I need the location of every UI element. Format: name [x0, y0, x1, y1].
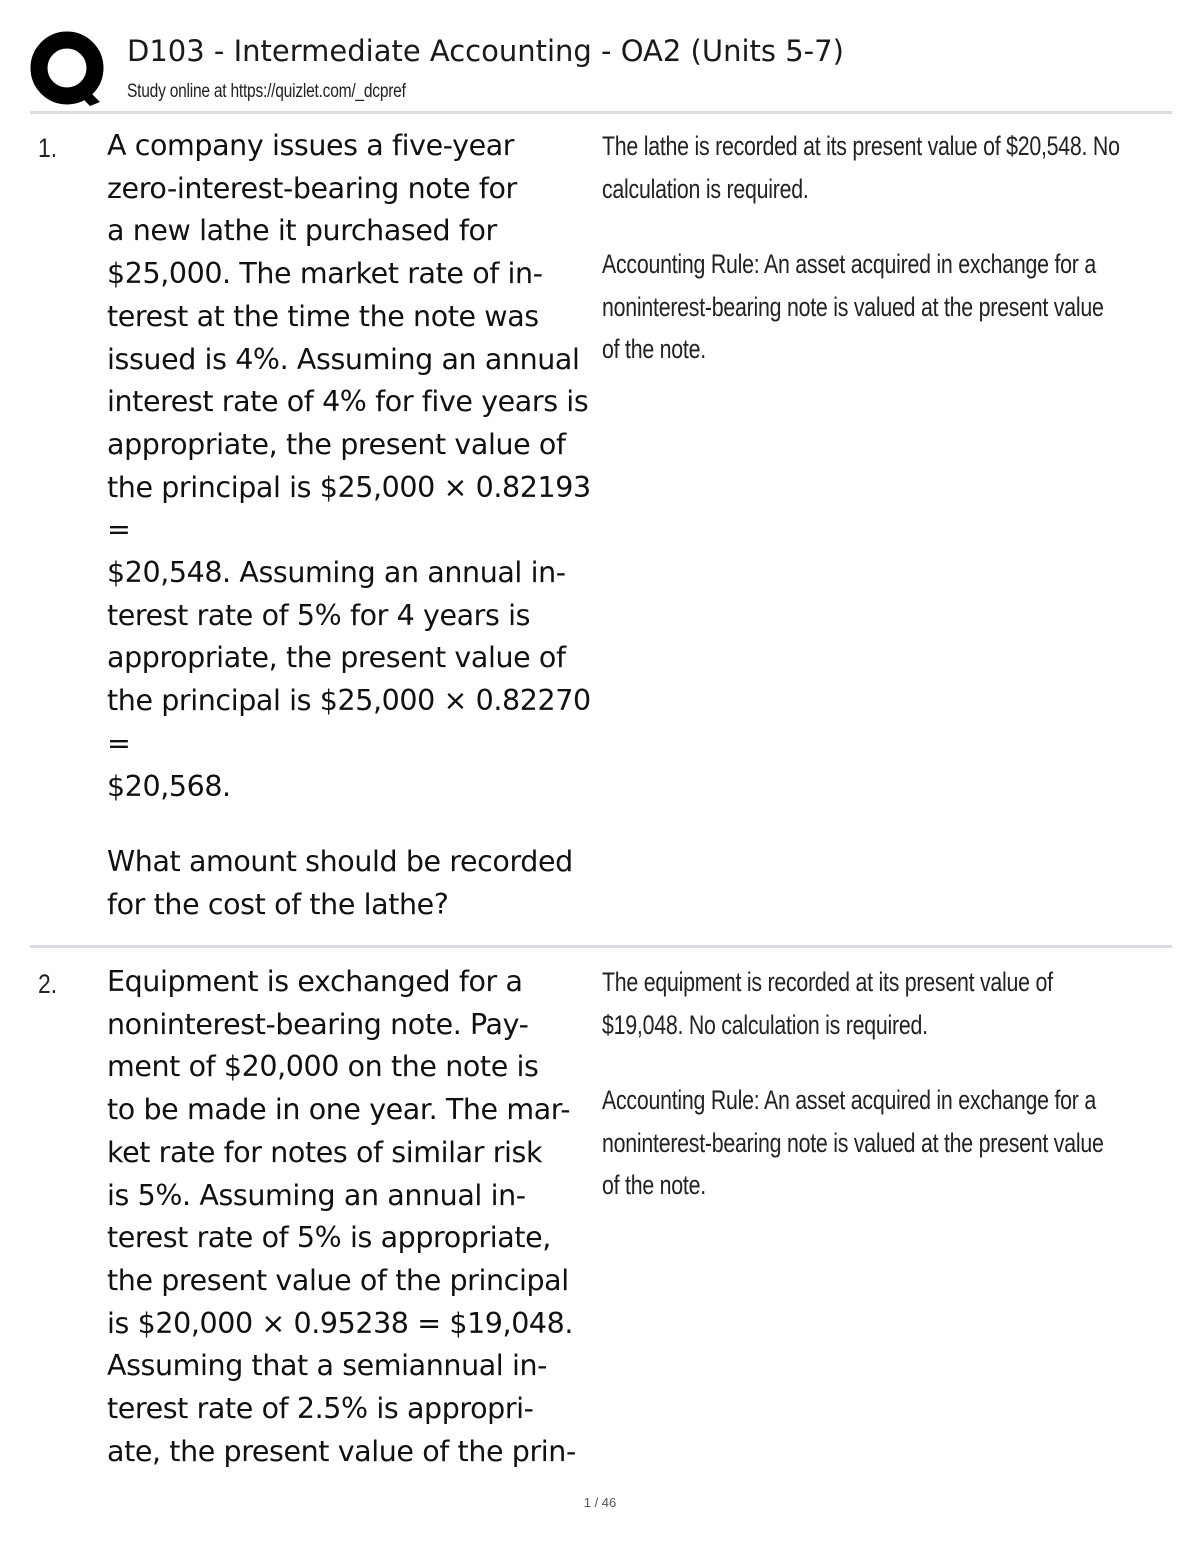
answer-line: Accounting Rule: An asset acquired in exchange for a [602, 1085, 1096, 1115]
question-line: ment of $20,000 on the note is [107, 1050, 539, 1084]
card-question [107, 961, 597, 1473]
page-number: 1 / 46 [583, 1495, 617, 1510]
question-line: zero-interest-bearing note for [107, 171, 517, 205]
question-line: is $20,000 × 0.95238 = $19,048. [107, 1306, 574, 1340]
card-answer [602, 961, 1139, 1207]
question-line: the present value of the principal [107, 1263, 569, 1297]
question-line: appropriate, the present value of [107, 641, 566, 675]
question-line: to be made in one year. The mar- [107, 1093, 571, 1127]
question-line: issued is 4%. Assuming an annual [107, 342, 580, 376]
answer-line: noninterest-bearing note is valued at the present value [602, 1127, 1104, 1158]
question-line: Equipment is exchanged for a [107, 965, 523, 998]
question-line: terest at the time the note was [107, 299, 539, 333]
card-answer [602, 125, 1139, 371]
answer-line: of the note. [602, 334, 706, 364]
question-line: = [107, 513, 131, 547]
answer-line: noninterest-bearing note is valued at the present value [602, 291, 1104, 322]
answer-line: calculation is required. [602, 173, 809, 204]
answer-line: The equipment is recorded at its present value of [602, 967, 1053, 997]
question-line: noninterest-bearing note. Pay- [107, 1007, 529, 1041]
answer-paragraph [602, 961, 1139, 1046]
question-line: $20,568. [107, 769, 231, 803]
question-line: What amount should be recorded [107, 845, 573, 879]
question-line: A company issues a five-year [107, 129, 515, 162]
question-line: Assuming that a semiannual in- [107, 1349, 548, 1383]
question-line: $20,548. Assuming an annual in- [107, 556, 566, 590]
header-divider [30, 111, 1172, 114]
question-line: the principal is $25,000 × 0.82270 [107, 684, 591, 718]
question-line: terest rate of 5% is appropriate, [107, 1221, 551, 1255]
card-question [107, 125, 597, 927]
question-line: the principal is $25,000 × 0.82193 [107, 470, 591, 504]
card-number: 2. [38, 969, 58, 999]
answer-paragraph [602, 125, 1139, 210]
question-paragraph [107, 125, 597, 808]
question-line: $25,000. The market rate of in- [107, 257, 543, 291]
question-line: terest rate of 2.5% is appropri- [107, 1392, 534, 1426]
document-title: D103 - Intermediate Accounting - OA2 (Units 5-7) [127, 34, 844, 68]
question-line: for the cost of the lathe? [107, 887, 449, 921]
card-divider [30, 945, 1172, 948]
question-line: ate, the present value of the prin- [107, 1434, 576, 1468]
question-line: a new lathe it purchased for [107, 214, 497, 248]
answer-line: $19,048. No calculation is required. [602, 1009, 928, 1040]
answer-line: of the note. [602, 1170, 706, 1200]
question-paragraph [107, 841, 597, 926]
answer-line: The lathe is recorded at its present value of $20,548. No [602, 131, 1120, 161]
card-number: 1. [38, 133, 58, 163]
question-line: terest rate of 5% for 4 years is [107, 598, 531, 632]
answer-paragraph [602, 243, 1139, 371]
answer-line: Accounting Rule: An asset acquired in exchange for a [602, 249, 1096, 279]
question-line: interest rate of 4% for five years is [107, 385, 589, 419]
question-line: = [107, 726, 131, 760]
question-line: is 5%. Assuming an annual in- [107, 1178, 526, 1212]
study-online-link[interactable]: Study online at https://quizlet.com/_dcpref [127, 81, 406, 102]
question-line: ket rate for notes of similar risk [107, 1135, 543, 1169]
question-line: appropriate, the present value of [107, 427, 566, 461]
answer-paragraph [602, 1079, 1139, 1207]
quizlet-logo-icon [30, 30, 108, 108]
question-paragraph [107, 961, 597, 1473]
